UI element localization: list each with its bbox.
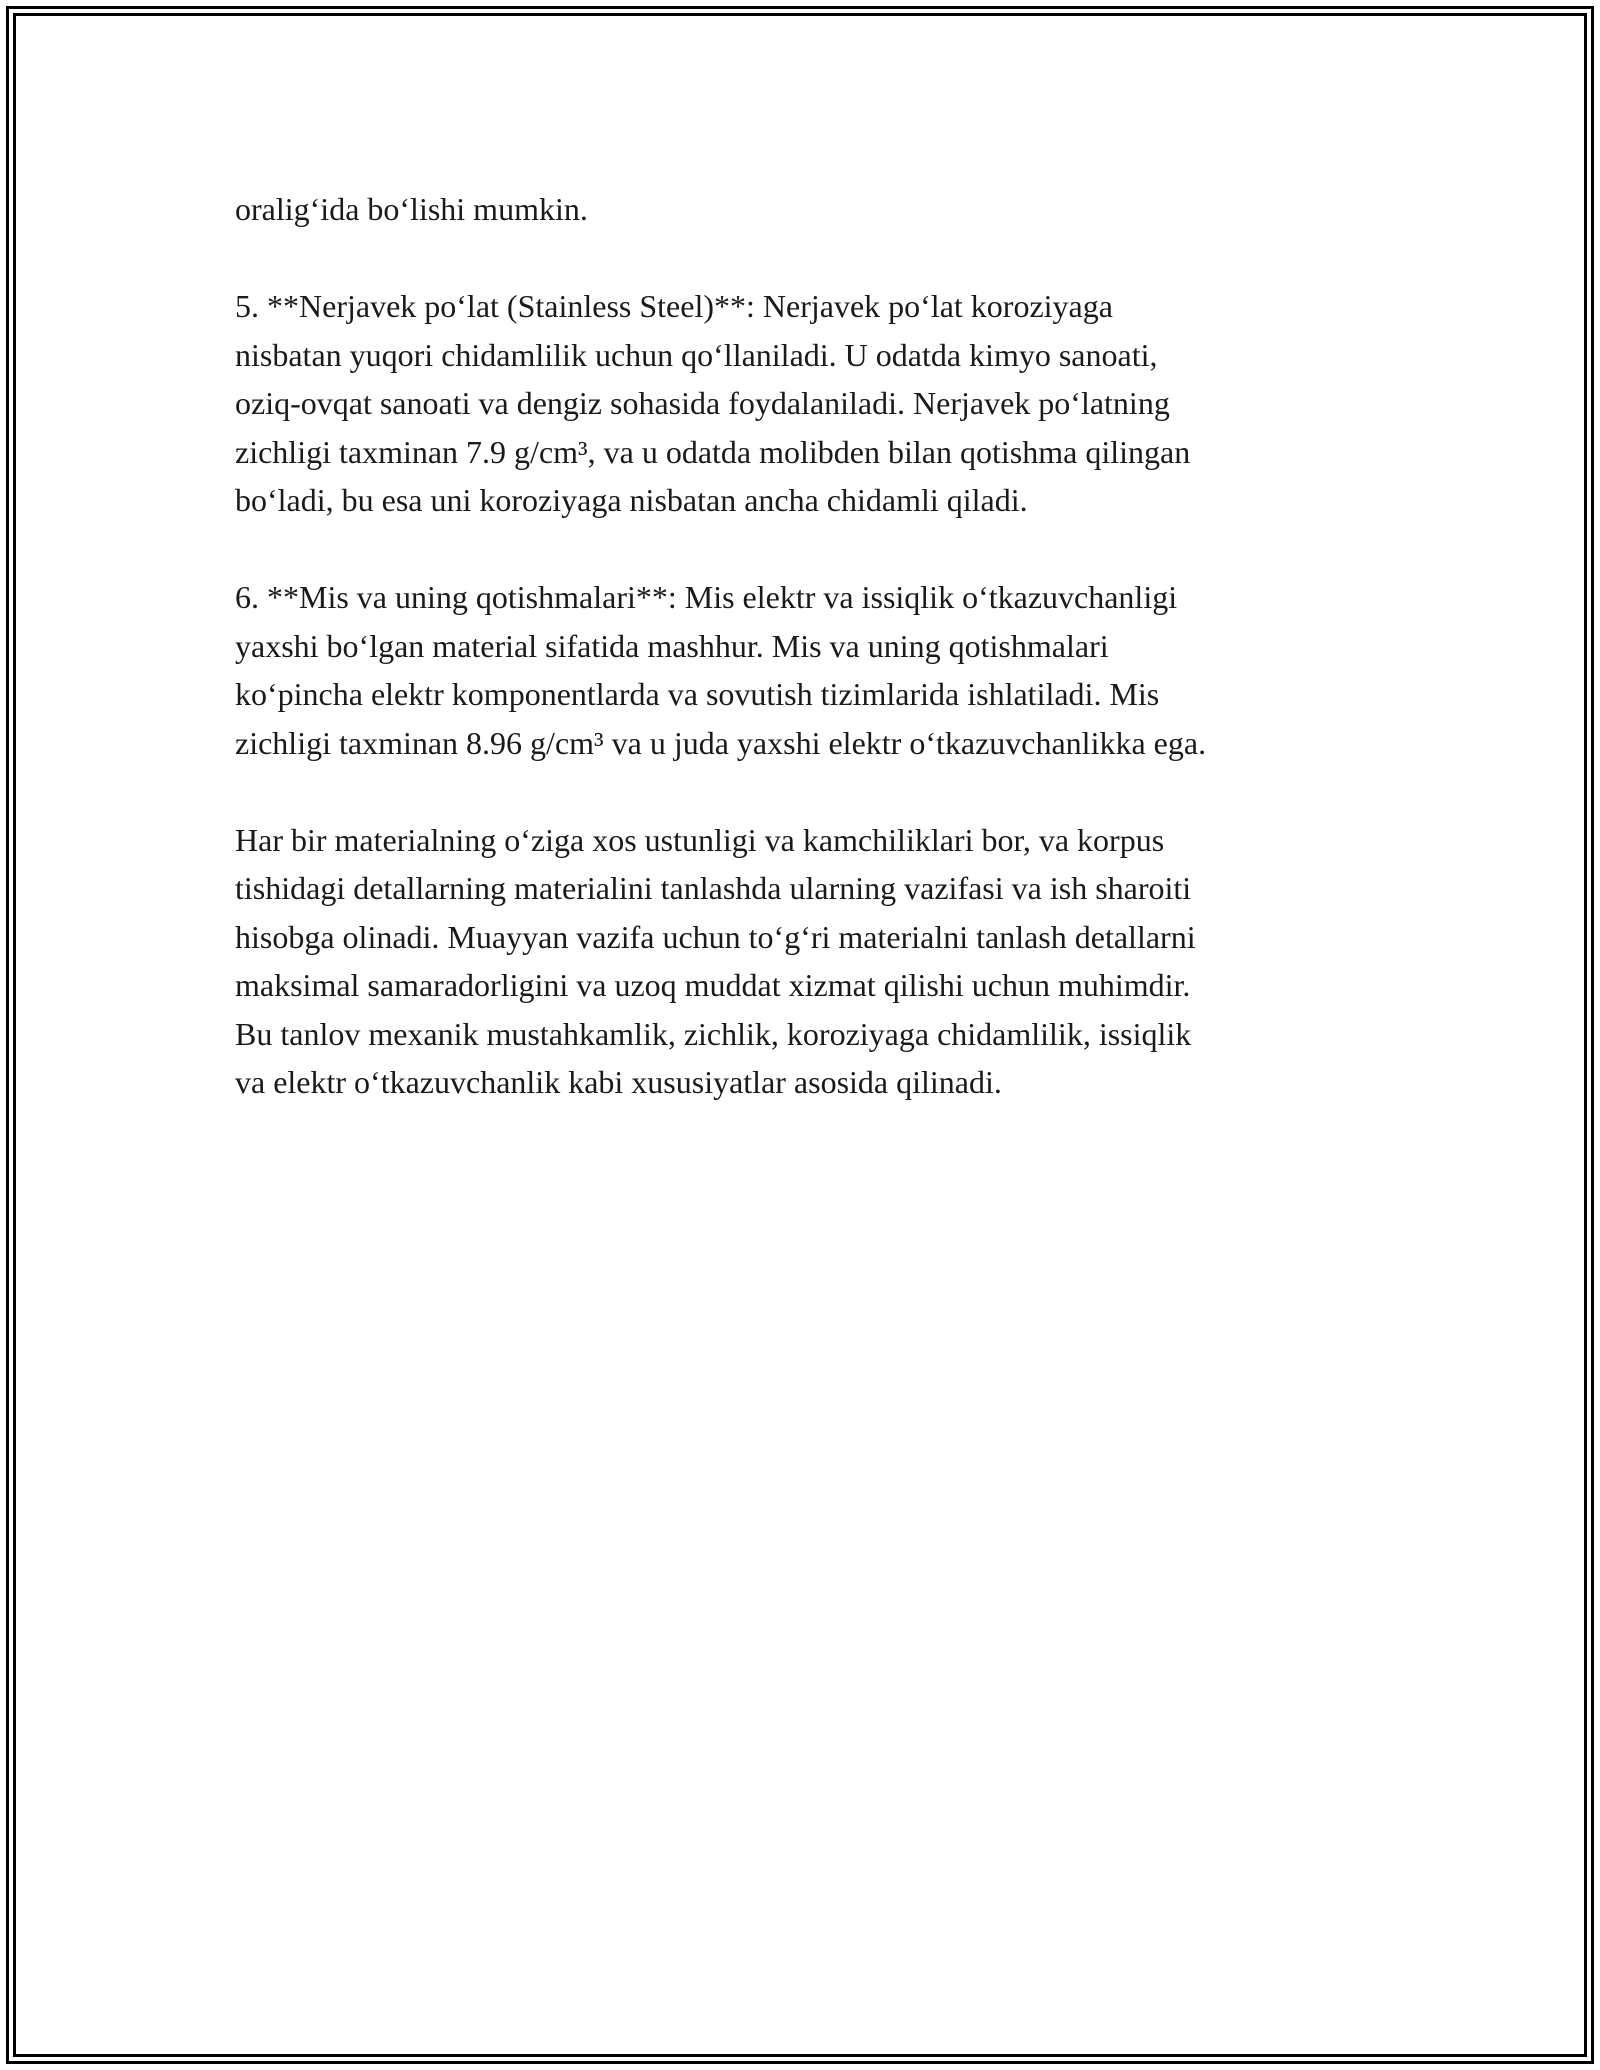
paragraph-conclusion: Har bir materialning o‘ziga xos ustunligi va kamchiliklari bor, va korpus tishidagi detallarning materialini tanlashda ularning vazifasi va ish sharoiti hisobga olinadi. Muayyan vazifa uchun to‘g‘ri materialni tanlash detallarni maksimal samaradorligini va uzoq muddat xizmat qilishi uchun muhimdir. Bu tanlov mexanik mustahkamlik, zichlik, koroziyaga chidamlilik, issiqlik va elektr o‘tkazuvchanlik kabi xususiyatlar asosida qilinadi. [235, 821, 1196, 1100]
paragraph-stainless-steel: 5. **Nerjavek po‘lat (Stainless Steel)**: Nerjavek po‘lat koroziyaga nisbatan yuqori chidamlilik uchun qo‘llaniladi. U odatda kimyo sanoati, oziq-ovqat sanoati va dengiz sohasida foydalaniladi. Nerjavek po‘latning zichligi taxminan 7.9 g/cm³, va u odatda molibden bilan qotishma qilingan bo‘ladi, bu esa uni koroziyaga nisbatan ancha chidamli qiladi. [235, 288, 1191, 518]
paragraph-copper-alloys: 6. **Mis va uning qotishmalari**: Mis elektr va issiqlik o‘tkazuvchanligi yaxshi bo‘lgan material sifatida mashhur. Mis va uning qotishmalari ko‘pincha elektr komponentlarda va sovutish tizimlarida ishlatiladi. Mis zichligi taxminan 8.96 g/cm³ va u juda yaxshi elektr o‘tkazuvchanlikka ega. [235, 579, 1207, 761]
paragraph-continuation: oralig‘ida bo‘lishi mumkin. [235, 191, 588, 227]
document-body [235, 185, 1375, 1155]
